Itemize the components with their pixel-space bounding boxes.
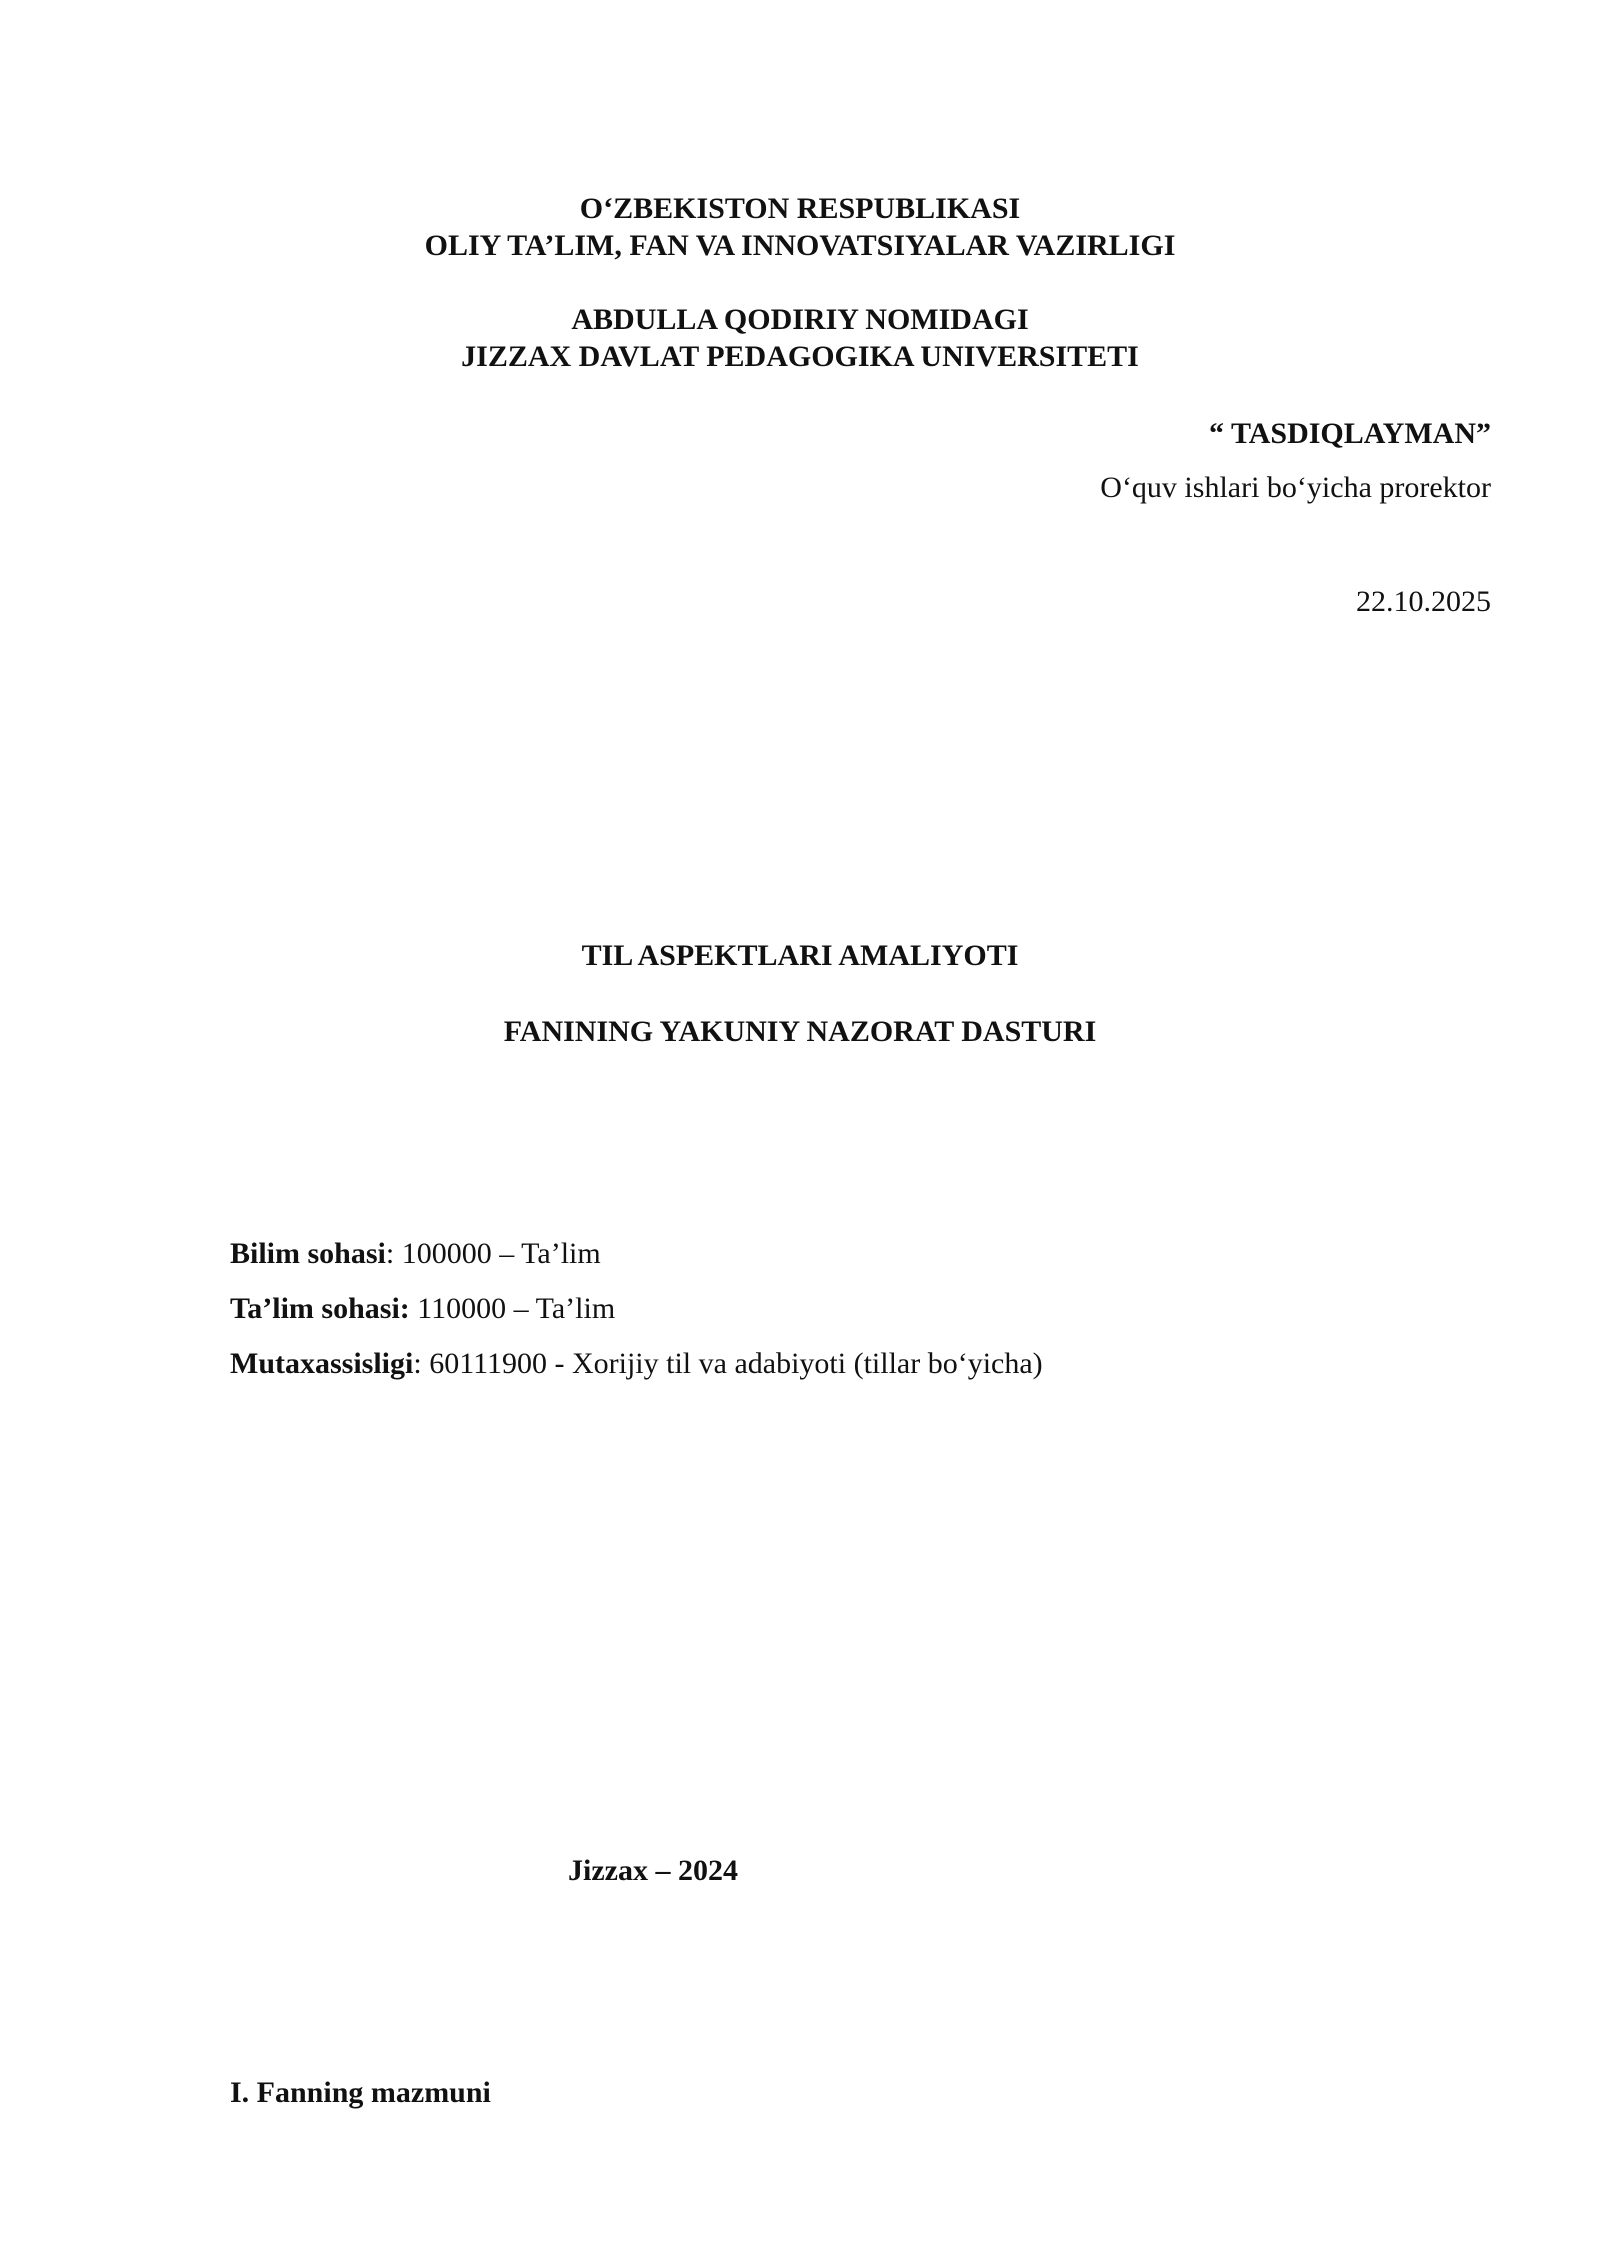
place-year: Jizzax – 2024 <box>568 1854 738 1887</box>
detail-label: Ta’lim sohasi: <box>230 1292 410 1325</box>
detail-label: Mutaxassisligi <box>230 1347 414 1380</box>
detail-knowledge-area <box>230 1236 601 1272</box>
detail-specialty <box>230 1346 1043 1382</box>
detail-value: 60111900 - Xorijiy til va adabiyoti (tillar bo‘yicha) <box>421 1347 1043 1380</box>
subject-title: TIL ASPEKTLARI AMALIYOTI <box>581 939 1019 972</box>
university-name-line2: JIZZAX DAVLAT PEDAGOGIKA UNIVERSITETI <box>461 340 1139 373</box>
detail-separator: : <box>385 1237 395 1270</box>
approval-title: “ TASDIQLAYMAN” <box>1209 417 1491 450</box>
approval-date: 22.10.2025 <box>1356 585 1491 618</box>
section-heading: I. Fanning mazmuni <box>230 2076 491 2109</box>
detail-value: 100000 – Ta’lim <box>394 1237 601 1270</box>
detail-value: 110000 – Ta’lim <box>409 1292 616 1325</box>
detail-separator: : <box>413 1347 422 1380</box>
university-name-line1: ABDULLA QODIRIY NOMIDAGI <box>571 303 1029 336</box>
country-heading: O‘ZBEKISTON RESPUBLIKASI <box>579 192 1021 225</box>
ministry-heading: OLIY TA’LIM, FAN VA INNOVATSIYALAR VAZIRLIGI <box>424 229 1176 262</box>
approval-position: O‘quv ishlari bo‘yicha prorektor <box>1100 471 1491 504</box>
detail-education-area <box>230 1291 615 1327</box>
program-title: FANINING YAKUNIY NAZORAT DASTURI <box>503 1015 1097 1048</box>
detail-label: Bilim sohasi <box>230 1237 386 1270</box>
